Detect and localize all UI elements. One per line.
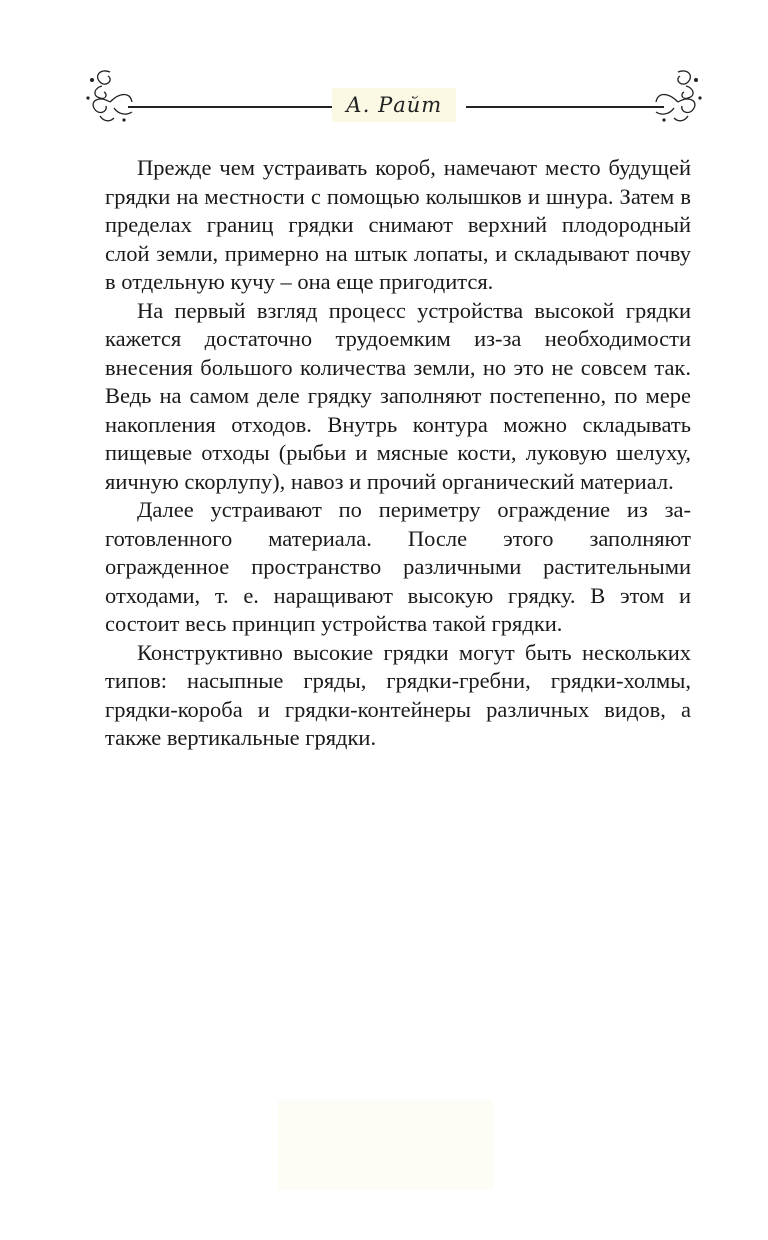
- left-flourish-icon: [80, 62, 140, 132]
- right-flourish-icon: [648, 62, 708, 132]
- author-label-box: [332, 88, 456, 122]
- running-header: [80, 62, 708, 142]
- author-name: А. Райт: [345, 93, 443, 117]
- body-text: [105, 154, 691, 753]
- paragraph-1: Прежде чем устраивать короб, намечают место будущей грядки на местности с помощью колышков и шнура. Затем в пределах границ грядки снимают верхний плодородный слой земли, примерно на штык лопаты, и складывают почву в отдельную кучу – она еще пригодится.: [105, 155, 691, 294]
- paragraph-2: На первый взгляд процесс устройства высокой грядки кажется достаточно трудоемким из-за необходимости внесения большого количества земли, но это не совсем так. Ведь на самом деле грядку заполняют постепенно, по мере накопления отходов. Внутрь контура можно складывать пищевые отходы (рыбьи и мясные кости, луковую шелуху, яичную скорлупу), навоз и прочий органический материал.: [105, 297, 691, 494]
- blank-area: [278, 1100, 493, 1190]
- paragraph-3: Далее устраивают по периметру ограждение из заготовленного материала. После этого заполняют огражденное пространство различными растительными отходами, т. е. наращивают высокую грядку. В этом и состоит весь принцип устройства такой грядки.: [105, 497, 691, 636]
- header-rule-right: [466, 106, 664, 108]
- paragraph-4: Конструктивно высокие грядки могут быть нескольких типов: насыпные гряды, грядки-гребни, грядки-холмы, грядки-короба и грядки-контейнеры различных видов, а также вертикальные грядки.: [105, 639, 691, 750]
